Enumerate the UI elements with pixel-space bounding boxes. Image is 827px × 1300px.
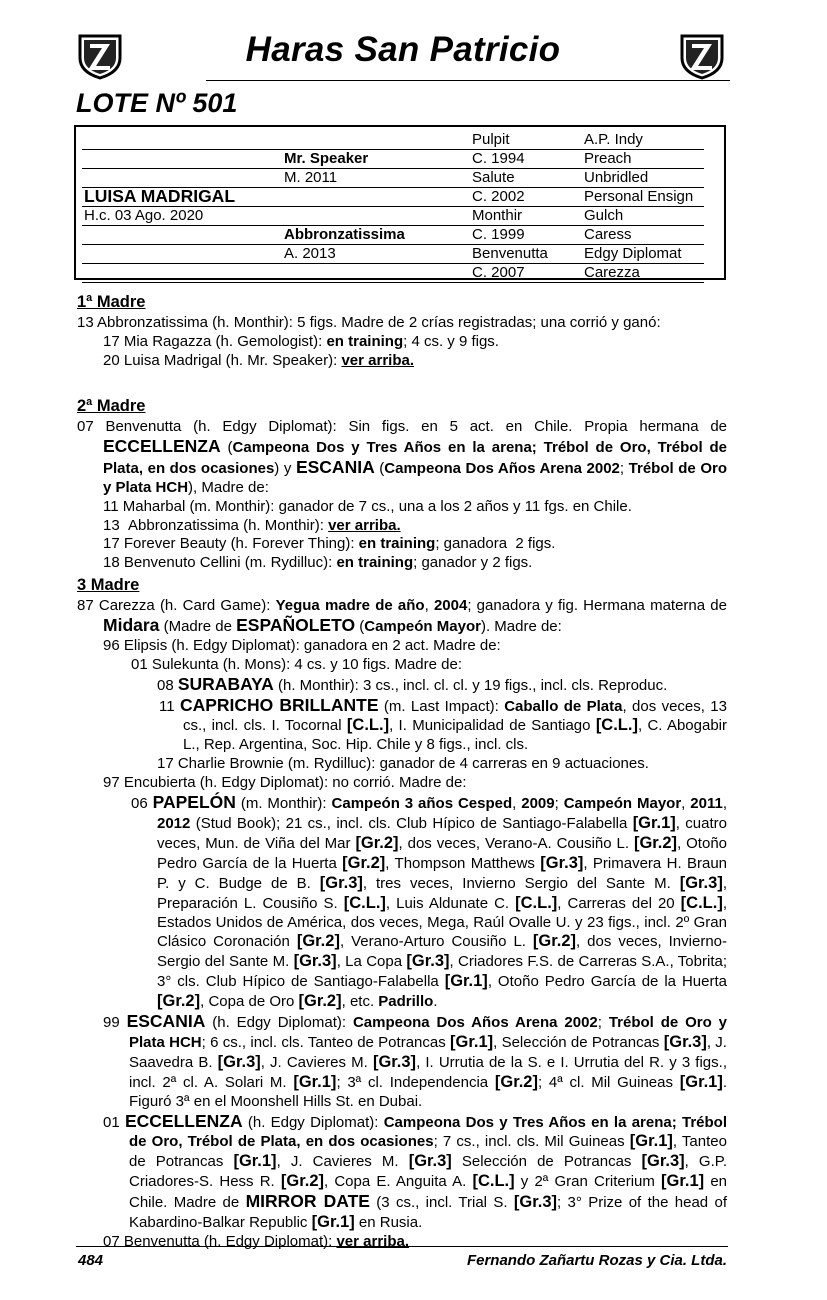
- pedigree-cell: Edgy Diplomat: [584, 245, 682, 262]
- pedigree-row: [82, 149, 704, 169]
- pedigree-row: [82, 168, 704, 188]
- section-heading-second-dam: 2ª Madre: [77, 397, 146, 415]
- page-title: Haras San Patricio: [245, 30, 561, 69]
- pedigree-row: [82, 225, 704, 245]
- pedigree-cell: M. 2011: [284, 169, 338, 186]
- dam-name: Abbronzatissima: [284, 226, 405, 243]
- pedigree-cell: Salute: [472, 169, 515, 186]
- pedigree-cell: Carezza: [584, 264, 640, 281]
- shield-z-logo-icon: [678, 32, 726, 80]
- page-header: [76, 30, 730, 84]
- pedigree-row: [82, 263, 704, 283]
- pedigree-cell: A.P. Indy: [584, 131, 643, 148]
- pedigree-cell: Pulpit: [472, 131, 510, 148]
- pedigree-row: [82, 187, 704, 207]
- horse-birth: H.c. 03 Ago. 2020: [84, 207, 204, 224]
- pedigree-cell: A. 2013: [284, 245, 336, 262]
- pedigree-cell: Caress: [584, 226, 632, 243]
- pedigree-cell: Preach: [584, 150, 632, 167]
- pedigree-cell: C. 1994: [472, 150, 525, 167]
- publisher-name: Fernando Zañartu Rozas y Cia. Ltda.: [466, 1252, 727, 1269]
- first-dam-text: 13 Abbronzatissima (h. Monthir): 5 figs. Madre de 2 crías registradas; una corrió y ganó: 17 Mia Ragazza (h. Gemologist): en training; 4 cs. y 9 figs. 20 Luisa Madrigal (h. Mr. Speaker): ver arriba.: [77, 314, 661, 369]
- second-dam-text: 07 Benvenutta (h. Edgy Diplomat): Sin figs. en 5 act. en Chile. Propia hermana de ECCELLENZA (Campeona Dos y Tres Años en la arena; Trébol de Oro, Trébol de Plata, en dos ocasiones) y ESCANIA (Campeona Dos Años Arena 2002; Trébol de Oro y Plata HCH), Madre de: 11 Maharbal (m. Monthir): ganador de 7 cs., una a los 2 años y 11 fgs. en Chile. 13 Abbronzatissima (h. Monthir): ver arriba. 17 Forever Beauty (h. Forever Thing): en training; ganadora 2 figs. 18 Benvenuto Cellini (m. Rydilluc): en training; ganador y 2 figs.: [77, 418, 727, 572]
- footer-rule: [76, 1246, 728, 1247]
- pedigree-row: [82, 130, 704, 150]
- pedigree-cell: C. 2002: [472, 188, 525, 205]
- third-dam-text: 87 Carezza (h. Card Game): Yegua madre de año, 2004; ganadora y fig. Hermana materna de Midara (Madre de ESPAÑOLETO (Campeón Mayor). Madre de: 96 Elipsis (h. Edgy Diplomat): ganadora en 2 act. Madre de: 01 Sulekunta (h. Mons): 4 cs. y 10 figs. Madre de: 08 SURABAYA (h. Monthir): 3 cs., incl. cl. cl. y 19 figs., incl. cls. Reproduc. 11 CAPRICHO BRILLANTE (m. Last Impact): Caballo de Plata, dos veces, 13 cs., incl. cls. I. Tocornal [C.L.], I. Municipalidad de Santiago [C.L.], C. Abogabir L., Rep. Argentina, Soc. Hip. Chile y 8 figs., incl. cls. 17 Charlie Brownie (m. Rydilluc): ganador de 4 carreras en 9 actuaciones. 97 Encubierta (h. Edgy Diplomat): no corrió. Madre de: 06 PAPELÓN (m. Monthir): Campeón 3 años Cesped, 2009; Campeón Mayor, 2011, 2012 (Stud Book); 21 cs., incl. cls. Club Hípico de Santiago-Falabella [Gr.1], cuatro veces, Mun. de Viña del Mar [Gr.2], dos veces, Verano-A. Cousiño L. [Gr.2], Otoño Pedro García de la Huerta [Gr.2], Thompson Matthews [Gr.3], Primavera H. Braun P. y C. Budge de B. [Gr.3], tres veces, Invierno Sergio del Sante M. [Gr.3], Preparación L. Cousiño S. [C.L.], Luis Aldunate C. [C.L.], Carreras del 20 [C.L.], Estados Unidos de América, dos veces, Mega, Raúl Ovalle U. y 23 figs., incl. 2º Gran Clásico Coronación [Gr.2], Verano-Arturo Cousiño L. [Gr.2], dos veces, Invierno-Sergio del Sante M. [Gr.3], La Copa [Gr.3], Criadores F.S. de Carreras S.A., Tobrita; 3° cls. Club Hípico de Santiago-Falabella [Gr.1], Otoño Pedro García de la Huerta [Gr.2], Copa de Oro [Gr.2], etc. Padrillo. 99 ESCANIA (h. Edgy Diplomat): Campeona Dos Años Arena 2002; Trébol de Oro y Plata HCH; 6 cs., incl. cls. Tanteo de Potrancas [Gr.1], Selección de Potrancas [Gr.3], J. Saavedra B. [Gr.3], J. Cavieres M. [Gr.3], I. Urrutia de la S. e I. Urrutia del R. y 3 figs., incl. 2ª cl. A. Solari M. [Gr.1]; 3ª cl. Independencia [Gr.2]; 4ª cl. Mil Guineas [Gr.1]. Figuró 3ª en el Moonshell Hills St. en Dubai. 01 ECCELLENZA (h. Edgy Diplomat): Campeona Dos y Tres Años en la arena; Trébol de Oro, Trébol de Plata, en dos ocasiones; 7 cs., incl. cls. Mil Guineas [Gr.1], Tanteo de Potrancas [Gr.1], J. Cavieres M. [Gr.3] Selección de Potrancas [Gr.3], G.P. Criadores-S. Hess R. [Gr.2], Copa E. Anguita A. [C.L.] y 2ª Gran Criterium [Gr.1] en Chile. Madre de MIRROR DATE (3 cs., incl. Trial S. [Gr.3]; 3° Prize of the head of Kabardino-Balkar Republic [Gr.1] en Rusia. 07 Benvenutta (h. Edgy Diplomat): ver arriba.: [77, 597, 728, 1250]
- pedigree-cell: Gulch: [584, 207, 624, 224]
- section-heading-first-dam: 1ª Madre: [77, 293, 146, 311]
- pedigree-row: [82, 206, 704, 226]
- pedigree-cell: Benvenutta: [472, 245, 548, 262]
- pedigree-cell: C. 2007: [472, 264, 525, 281]
- pedigree-cell: Unbridled: [584, 169, 649, 186]
- pedigree-cell: Monthir: [472, 207, 523, 224]
- pedigree-cell: C. 1999: [472, 226, 525, 243]
- horse-name: LUISA MADRIGAL: [84, 186, 236, 206]
- page-number: 484: [78, 1252, 104, 1269]
- pedigree-table: [74, 125, 726, 280]
- lot-title: LOTE Nº 501: [76, 88, 238, 118]
- header-rule: [206, 80, 730, 81]
- sire-name: Mr. Speaker: [284, 150, 369, 167]
- pedigree-row: [82, 244, 704, 264]
- section-heading-third-dam: 3 Madre: [77, 576, 140, 594]
- pedigree-cell: Personal Ensign: [584, 188, 694, 205]
